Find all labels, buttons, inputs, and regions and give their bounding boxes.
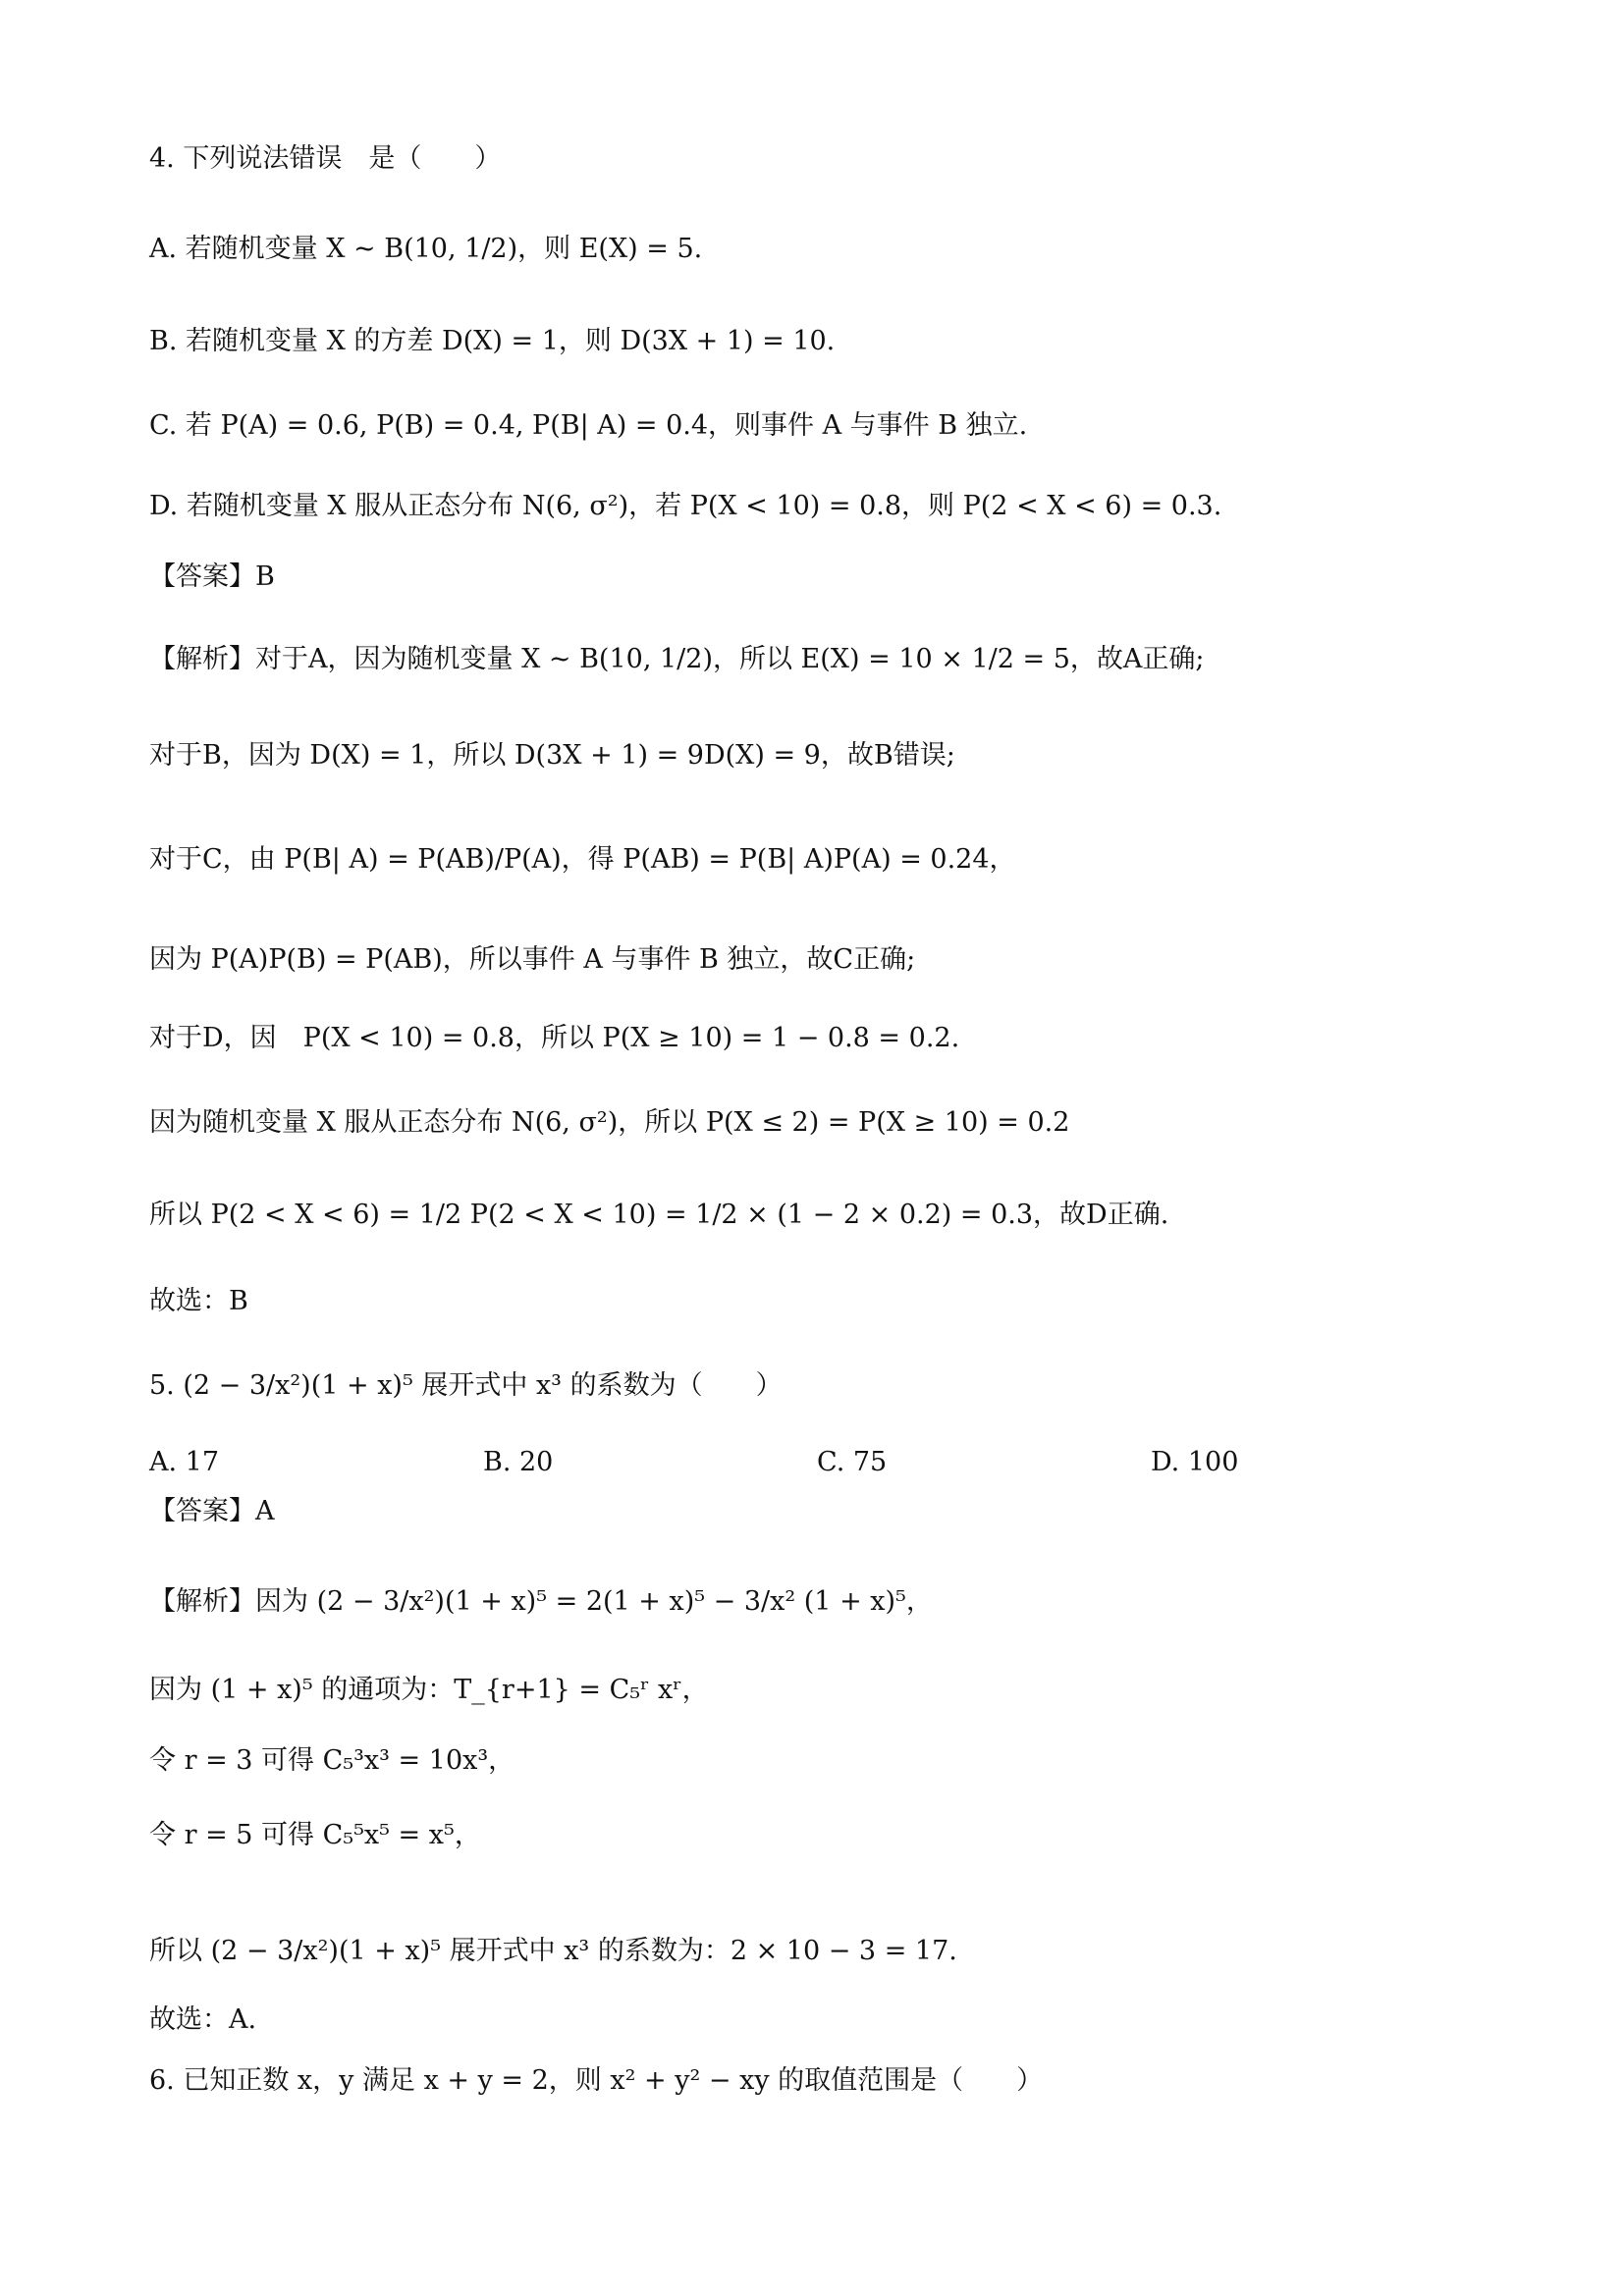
q5-options [149, 1443, 1506, 1482]
q5-solution-line: 【解析】因为 (2 − 3/x²)(1 + x)⁵ = 2(1 + x)⁵ − 3/x² (1 + x)⁵， [149, 1586, 933, 1617]
q5-option-c: C. 75 [817, 1447, 888, 1477]
q5-option-b: B. 20 [483, 1447, 554, 1477]
q4-solution-line: 因为随机变量 X 服从正态分布 N(6, σ²)，所以 P(X ≤ 2) = P(X ≥ 10) = 0.2 [149, 1107, 1070, 1138]
q4-solution-line: 【解析】对于A，因为随机变量 X ~ B(10, 1/2)，所以 E(X) = 10 × 1/2 = 5，故A正确; [149, 644, 1205, 674]
q5-stem: 5. (2 − 3/x²)(1 + x)⁵ 展开式中 x³ 的系数为（ ） [149, 1370, 783, 1401]
q4-solution-line: 因为 P(A)P(B) = P(AB)，所以事件 A 与事件 B 独立，故C正确; [149, 944, 916, 975]
q4-option-a: A. 若随机变量 X ~ B(10, 1/2)，则 E(X) = 5. [149, 234, 703, 264]
q5-solution-line: 令 r = 5 可得 C₅⁵x⁵ = x⁵， [149, 1820, 481, 1850]
q5-conclusion: 故选：A. [149, 2004, 257, 2035]
q4-option-d: D. 若随机变量 X 服从正态分布 N(6, σ²)，若 P(X < 10) = 0.8，则 P(2 < X < 6) = 0.3. [149, 491, 1222, 521]
q6-stem: 6. 已知正数 x，y 满足 x + y = 2，则 x² + y² − xy 的取值范围是（ ） [149, 2065, 1044, 2096]
q4-stem: 4. 下列说法错误 是（ ） [149, 143, 502, 174]
q5-solution-line: 所以 (2 − 3/x²)(1 + x)⁵ 展开式中 x³ 的系数为：2 × 10 − 3 = 17. [149, 1936, 957, 1966]
q5-option-d: D. 100 [1151, 1447, 1239, 1477]
q4-conclusion: 故选：B [149, 1286, 248, 1316]
q5-solution-line: 令 r = 3 可得 C₅³x³ = 10x³， [149, 1745, 515, 1776]
q4-answer: 【答案】B [149, 561, 275, 592]
q5-answer: 【答案】A [149, 1496, 275, 1526]
q4-solution-line: 对于C，由 P(B| A) = P(AB)/P(A)，得 P(AB) = P(B| A)P(A) = 0.24， [149, 844, 1016, 875]
q5-option-a: A. 17 [149, 1447, 220, 1477]
q4-solution-line: 对于D，因 P(X < 10) = 0.8，所以 P(X ≥ 10) = 1 − 0.8 = 0.2. [149, 1023, 960, 1053]
q4-option-c: C. 若 P(A) = 0.6, P(B) = 0.4, P(B| A) = 0.4，则事件 A 与事件 B 独立. [149, 410, 1028, 441]
q4-option-b: B. 若随机变量 X 的方差 D(X) = 1，则 D(3X + 1) = 10. [149, 326, 836, 356]
q5-solution-line: 因为 (1 + x)⁵ 的通项为：T_{r+1} = C₅ʳ xʳ， [149, 1675, 709, 1705]
q4-solution-line: 对于B，因为 D(X) = 1，所以 D(3X + 1) = 9D(X) = 9，故B错误; [149, 740, 955, 771]
q4-solution-line: 所以 P(2 < X < 6) = 1/2 P(2 < X < 10) = 1/2 × (1 − 2 × 0.2) = 0.3，故D正确. [149, 1200, 1169, 1230]
